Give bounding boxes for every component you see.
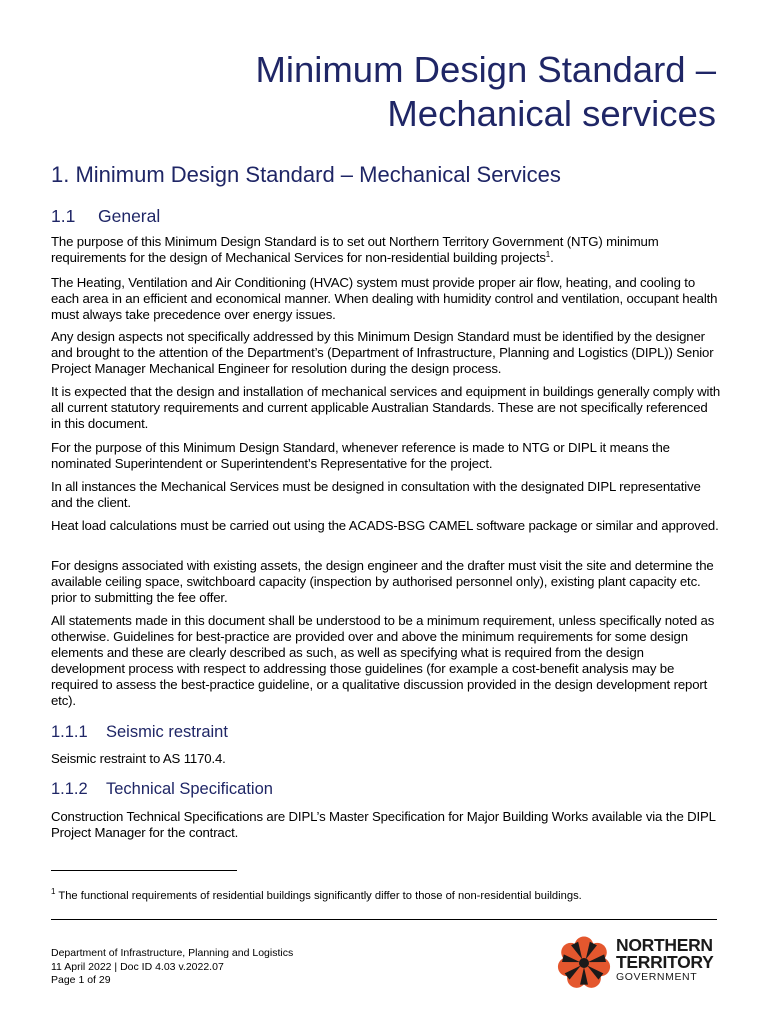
section-1-heading: 1. Minimum Design Standard – Mechanical Services [51,162,561,187]
page-footer [51,947,293,988]
desert-rose-icon [554,932,614,992]
paragraph-consultation: In all instances the Mechanical Services must be designed in consultation with the designated DIPL representative and the client. [51,479,701,510]
section-1-1-heading [51,204,160,228]
footnote-reference[interactable]: 1 [545,249,551,259]
title-line-1: Minimum Design Standard – [255,49,716,90]
section-title: Seismic restraint [106,723,228,741]
nt-government-logo [554,932,720,992]
paragraph-heat-load: Heat load calculations must be carried out using the ACADS-BSG CAMEL software package or similar and approved. [51,518,719,533]
section-number: 1.1 [51,206,76,226]
paragraph-design-aspects: Any design aspects not specifically addressed by this Minimum Design Standard must be identified by the designer and brought to the attention of the Department’s (Department of Infrastructure, Planning and Logistics (DIPL)) Senior Project Manager Mechanical Engineer for resolution during the design process. [51,329,714,376]
section-number: 1.1.1 [51,723,88,741]
paragraph-technical-spec: Construction Technical Specifications are DIPL’s Master Specification for Major Building Works available via the DIPL Project Manager for the contract. [51,809,716,840]
paragraph-existing-assets: For designs associated with existing assets, the design engineer and the drafter must visit the site and determine the available ceiling space, switchboard capacity (inspection by authorised personnel only), existing plant capacity etc. prior to submitting the fee offer. [51,558,714,605]
paragraph-period: . [550,249,554,265]
paragraph-minimum-requirements: All statements made in this document shall be understood to be a minimum requirement, unless specifically noted as otherwise. Guidelines for best-practice are provided over and above the minimum requirements for some design elements and these are clearly described as such, as well as specifying what is required from the design development process with respect to addressing those guidelines (for example a cost-benefit analysis may be required to assess the best-practice guideline, or a qualitative discussion provided in the design development report etc). [51,613,715,708]
logo-wordmark [616,937,713,983]
section-title: Technical Specification [106,780,273,798]
footnote [51,889,582,903]
paragraph-hvac: The Heating, Ventilation and Air Conditioning (HVAC) system must provide proper air flow, heating, and cooling to each area in an efficient and economical manner. When dealing with humidity control and ventilation, occupant health must always take precedence over energy issues. [51,275,718,322]
logo-line-2: TERRITORY [616,952,714,972]
paragraph-purpose [51,234,721,266]
section-1-1-1-heading [51,721,228,743]
title-line-2: Mechanical services [387,93,716,134]
footnote-marker: 1 [51,887,56,896]
paragraph-compliance: It is expected that the design and installation of mechanical services and equipment in buildings generally comply with all current statutory requirements and current applicable Australian Standards. These are not specifically referenced in this document. [51,384,721,431]
section-number: 1.1.2 [51,780,88,798]
logo-line-1: NORTHERN [616,935,713,955]
section-1-1-2-heading [51,778,273,800]
paragraph-ntg-reference: For the purpose of this Minimum Design Standard, whenever reference is made to NTG or DIPL it means the nominated Superintendent or Superintendent’s Representative for the project. [51,440,670,471]
paragraph-text: The purpose of this Minimum Design Standard is to set out Northern Territory Government (NTG) minimum requirements for the design of Mechanical Services for non-residential building projects [51,234,659,265]
section-title: General [98,206,161,226]
logo-line-3: GOVERNMENT [616,971,698,983]
footnote-divider [51,870,237,871]
footer-divider [51,919,717,920]
footer-page-number: Page 1 of 29 [51,974,111,986]
footnote-text: The functional requirements of residential buildings significantly differ to those of non-residential buildings. [55,890,582,902]
paragraph-seismic: Seismic restraint to AS 1170.4. [51,751,226,766]
document-title [255,48,716,136]
footer-department: Department of Infrastructure, Planning and Logistics [51,947,294,959]
footer-date-doc-id: 11 April 2022 | Doc ID 4.03 v.2022.07 [51,960,224,973]
